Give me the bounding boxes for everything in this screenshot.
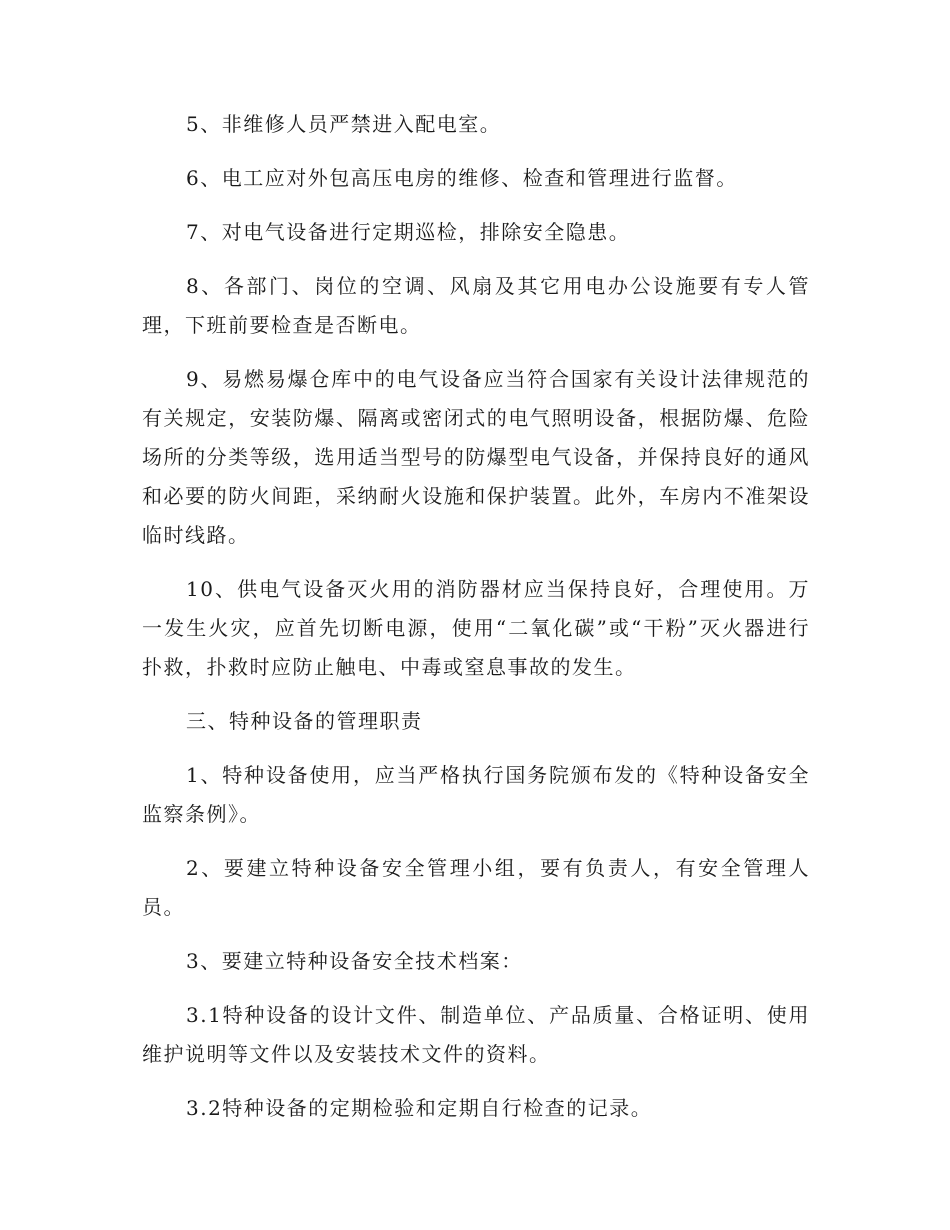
- paragraph-item-3-1: 3.1特种设备的设计文件、制造单位、产品质量、合格证明、使用维护说明等文件以及安装技术文件的资料。: [142, 1003, 810, 1066]
- paragraph-item-3: 3、要建立特种设备安全技术档案：: [186, 949, 523, 973]
- paragraph-item-7: 7、对电气设备进行定期巡检，排除安全隐患。: [186, 220, 631, 244]
- paragraph-item-2: 2、要建立特种设备安全管理小组，要有负责人，有安全管理人员。: [142, 856, 810, 919]
- document-body: [142, 105, 810, 1143]
- paragraph-item-6: 6、电工应对外包高压电房的维修、检查和管理进行监督。: [186, 166, 738, 190]
- paragraph-item-10: 10、供电气设备灭火用的消防器材应当保持良好，合理使用。万一发生火灾，应首先切断电源，使用“二氧化碳”或“干粉”灭火器进行扑救，扑救时应防止触电、中毒或窒息事故的发生。: [142, 577, 810, 679]
- section-heading-3: 三、特种设备的管理职责: [186, 709, 423, 733]
- paragraph-item-3-2: 3.2特种设备的定期检验和定期自行检查的记录。: [186, 1096, 653, 1120]
- paragraph-item-9: 9、易燃易爆仓库中的电气设备应当符合国家有关设计法律规范的有关规定，安装防爆、隔离或密闭式的电气照明设备，根据防爆、危险场所的分类等级，选用适当型号的防爆型电气设备，并保持良好的通风和必要的防火间距，采纳耐火设施和保护装置。此外，车房内不准架设临时线路。: [142, 367, 810, 547]
- paragraph-item-5: 5、非维修人员严禁进入配电室。: [186, 112, 502, 136]
- paragraph-item-1: 1、特种设备使用，应当严格执行国务院颁布发的《特种设备安全监察条例》。: [142, 763, 810, 826]
- paragraph-item-8: 8、各部门、岗位的空调、风扇及其它用电办公设施要有专人管理，下班前要检查是否断电。: [142, 274, 810, 337]
